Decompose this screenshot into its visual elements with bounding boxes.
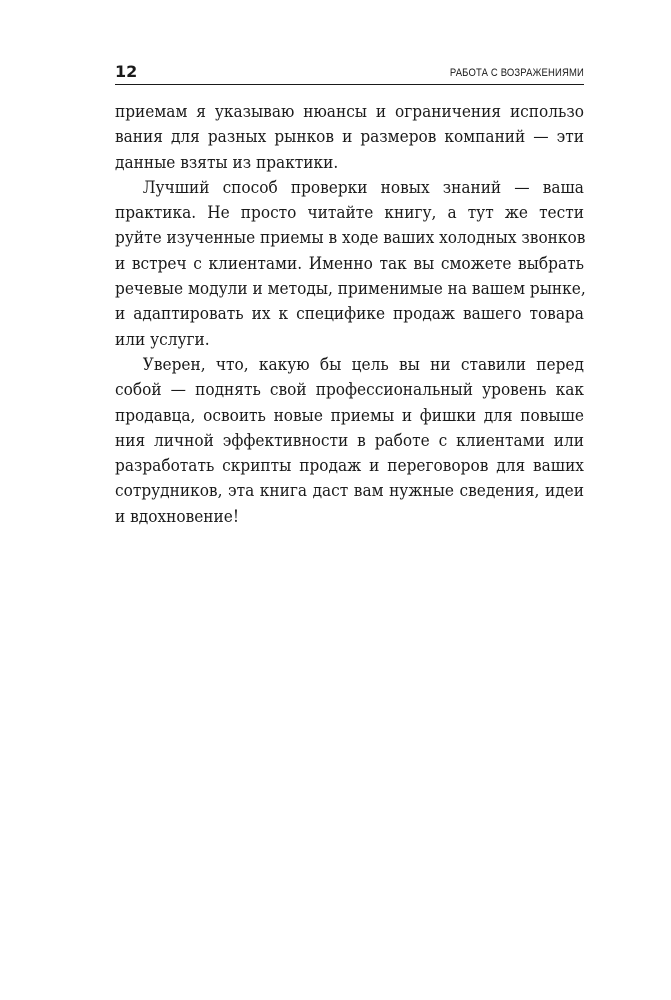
running-title: РАБОТА С ВОЗРАЖЕНИЯМИ xyxy=(449,67,584,79)
text-line: и вдохновение! xyxy=(115,506,240,526)
text-line: практика. Не просто читайте книгу, а тут же тести xyxy=(115,203,584,223)
text-line: руйте изученные приемы в ходе ваших холодных звонков xyxy=(115,228,586,248)
body-text xyxy=(115,99,584,529)
text-line: ния личной эффективности в работе с клиентами или xyxy=(115,430,584,450)
text-line: сотрудников, эта книга даст вам нужные сведения, идеи xyxy=(115,481,584,501)
text-line: продавца, освоить новые приемы и фишки для повыше xyxy=(115,405,584,425)
running-head xyxy=(115,62,584,85)
text-line: и встреч с клиентами. Именно так вы сможете выбрать xyxy=(115,253,584,273)
text-line: приемам я указываю нюансы и ограничения использо xyxy=(115,102,584,121)
text-line: и адаптировать их к специфике продаж вашего товара xyxy=(115,304,584,324)
page-number: 12 xyxy=(115,62,138,81)
paragraph-2 xyxy=(115,175,584,352)
paragraph-1 xyxy=(115,99,584,175)
text-line: данные взяты из практики. xyxy=(115,152,339,172)
paragraph-3 xyxy=(115,352,584,529)
text-line: или услуги. xyxy=(115,329,210,349)
text-line: разработать скрипты продаж и переговоров для ваших xyxy=(115,456,584,476)
text-line: Лучший способ проверки новых знаний — ваша xyxy=(142,177,584,197)
text-line: Уверен, что, какую бы цель вы ни ставили перед xyxy=(142,354,584,374)
text-line: речевые модули и методы, применимые на вашем рынке, xyxy=(115,279,586,299)
text-line: вания для разных рынков и размеров компаний — эти xyxy=(115,127,584,147)
text-line: собой — поднять свой профессиональный уровень как xyxy=(115,380,584,400)
